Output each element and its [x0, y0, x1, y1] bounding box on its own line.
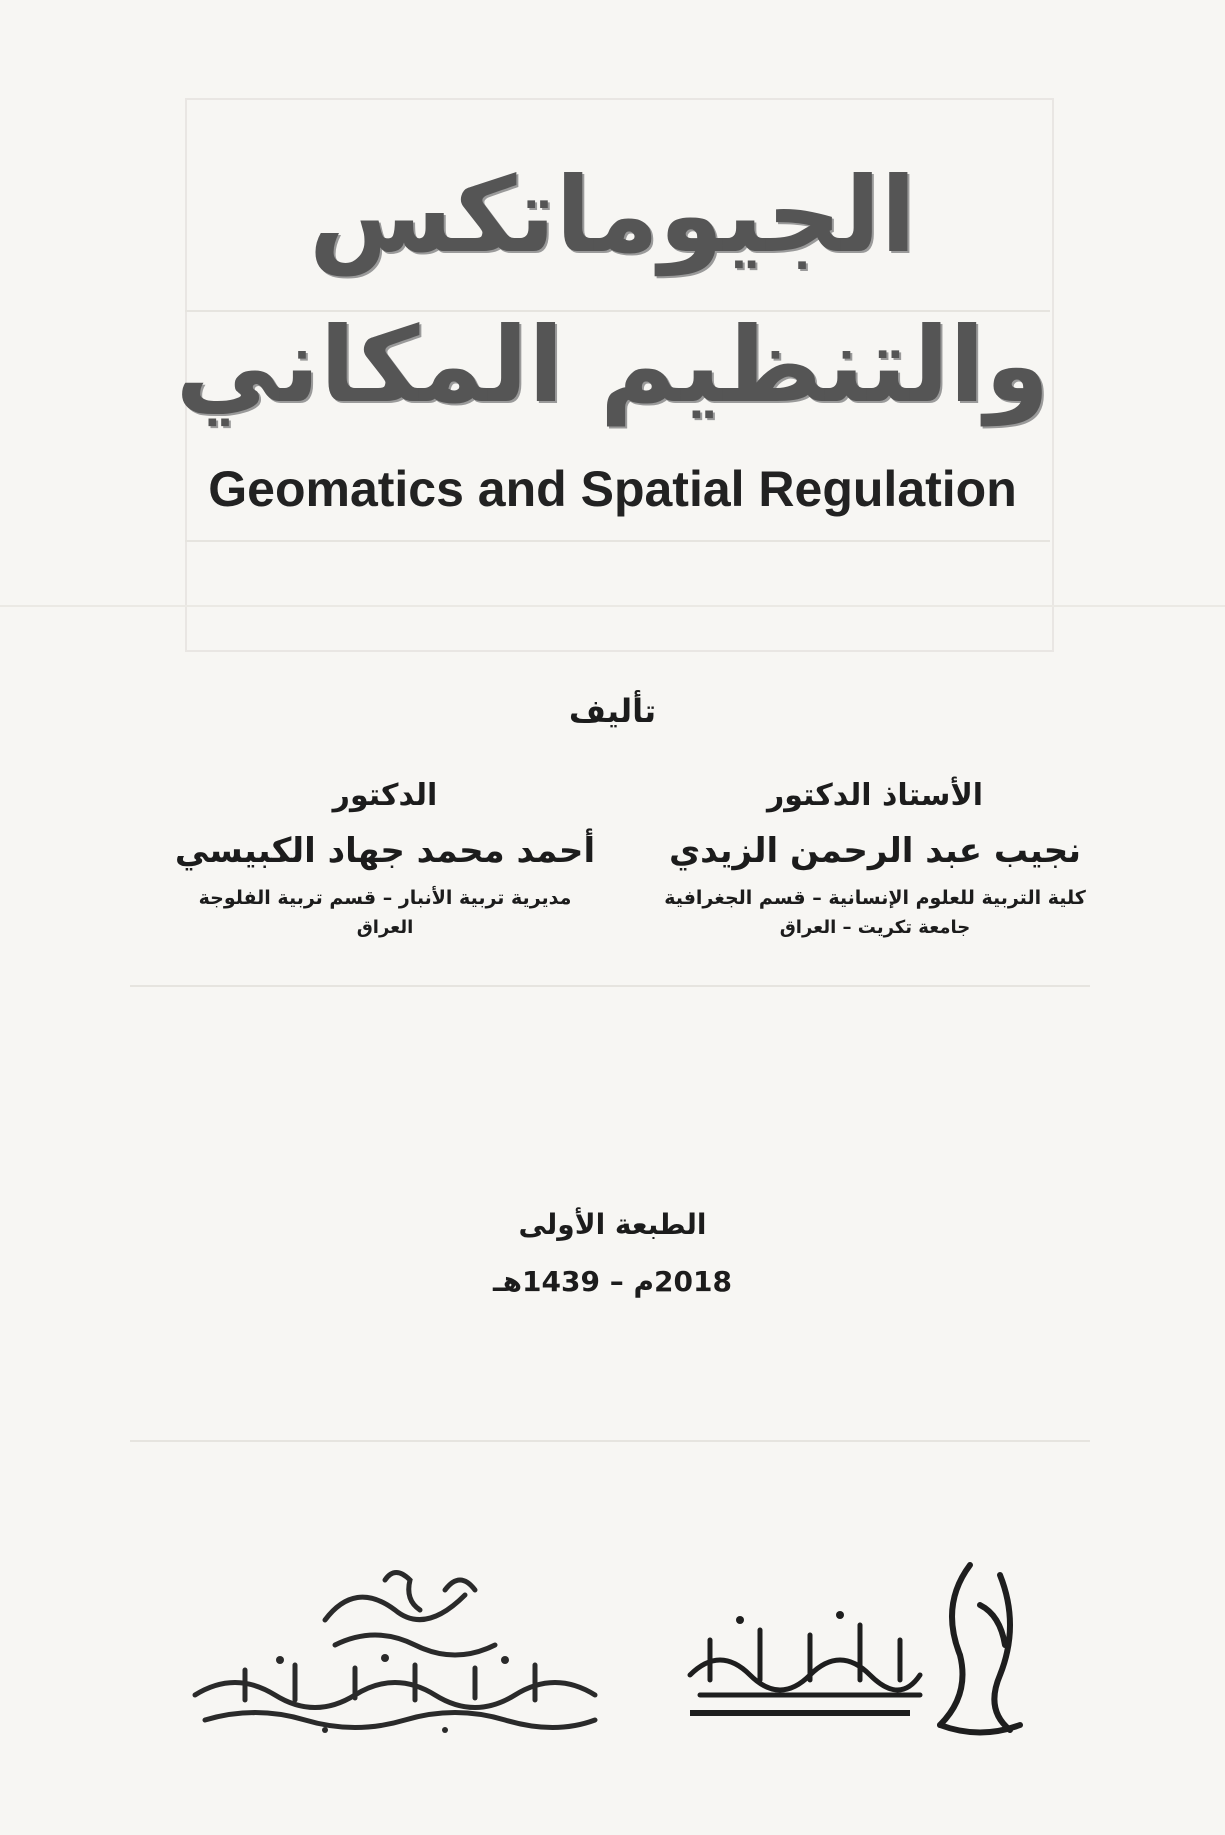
edition: الطبعة الأولى: [518, 1208, 707, 1241]
author-1-affiliation: كلية التربية للعلوم الإنسانية – قسم الجغرافية: [664, 887, 1086, 909]
author-2: [130, 0, 640, 938]
publication-date: 2018م – 1439هـ: [493, 1265, 732, 1298]
author-1-affiliation-2: جامعة تكريت – العراق: [779, 917, 971, 938]
author-1-name: نجيب عبد الرحمن الزيدي: [668, 831, 1081, 871]
author-1: [640, 0, 1110, 938]
bleed-through-line: [130, 985, 1090, 987]
arabic-title-line-2: والتنظيم المكاني: [175, 304, 1050, 426]
author-2-affiliation: مديرية تربية الأنبار – قسم تربية الفلوجة: [198, 887, 572, 909]
author-1-title: الأستاذ الدكتور: [766, 778, 984, 813]
arabic-title-line-1: الجيوماتكس: [308, 154, 917, 276]
author-2-affiliation-2: العراق: [356, 917, 414, 938]
english-title: Geomatics and Spatial Regulation: [208, 461, 1017, 517]
author-2-title: الدكتور: [332, 778, 438, 813]
mujtama-arabi-logo-icon: [185, 1560, 605, 1735]
author-2-name: أحمد محمد جهاد الكبيسي: [174, 831, 596, 871]
authoring-label: تأليف: [568, 692, 657, 730]
bleed-through-line: [130, 1440, 1090, 1442]
dar-alasar-logo-icon: [670, 1545, 1035, 1745]
